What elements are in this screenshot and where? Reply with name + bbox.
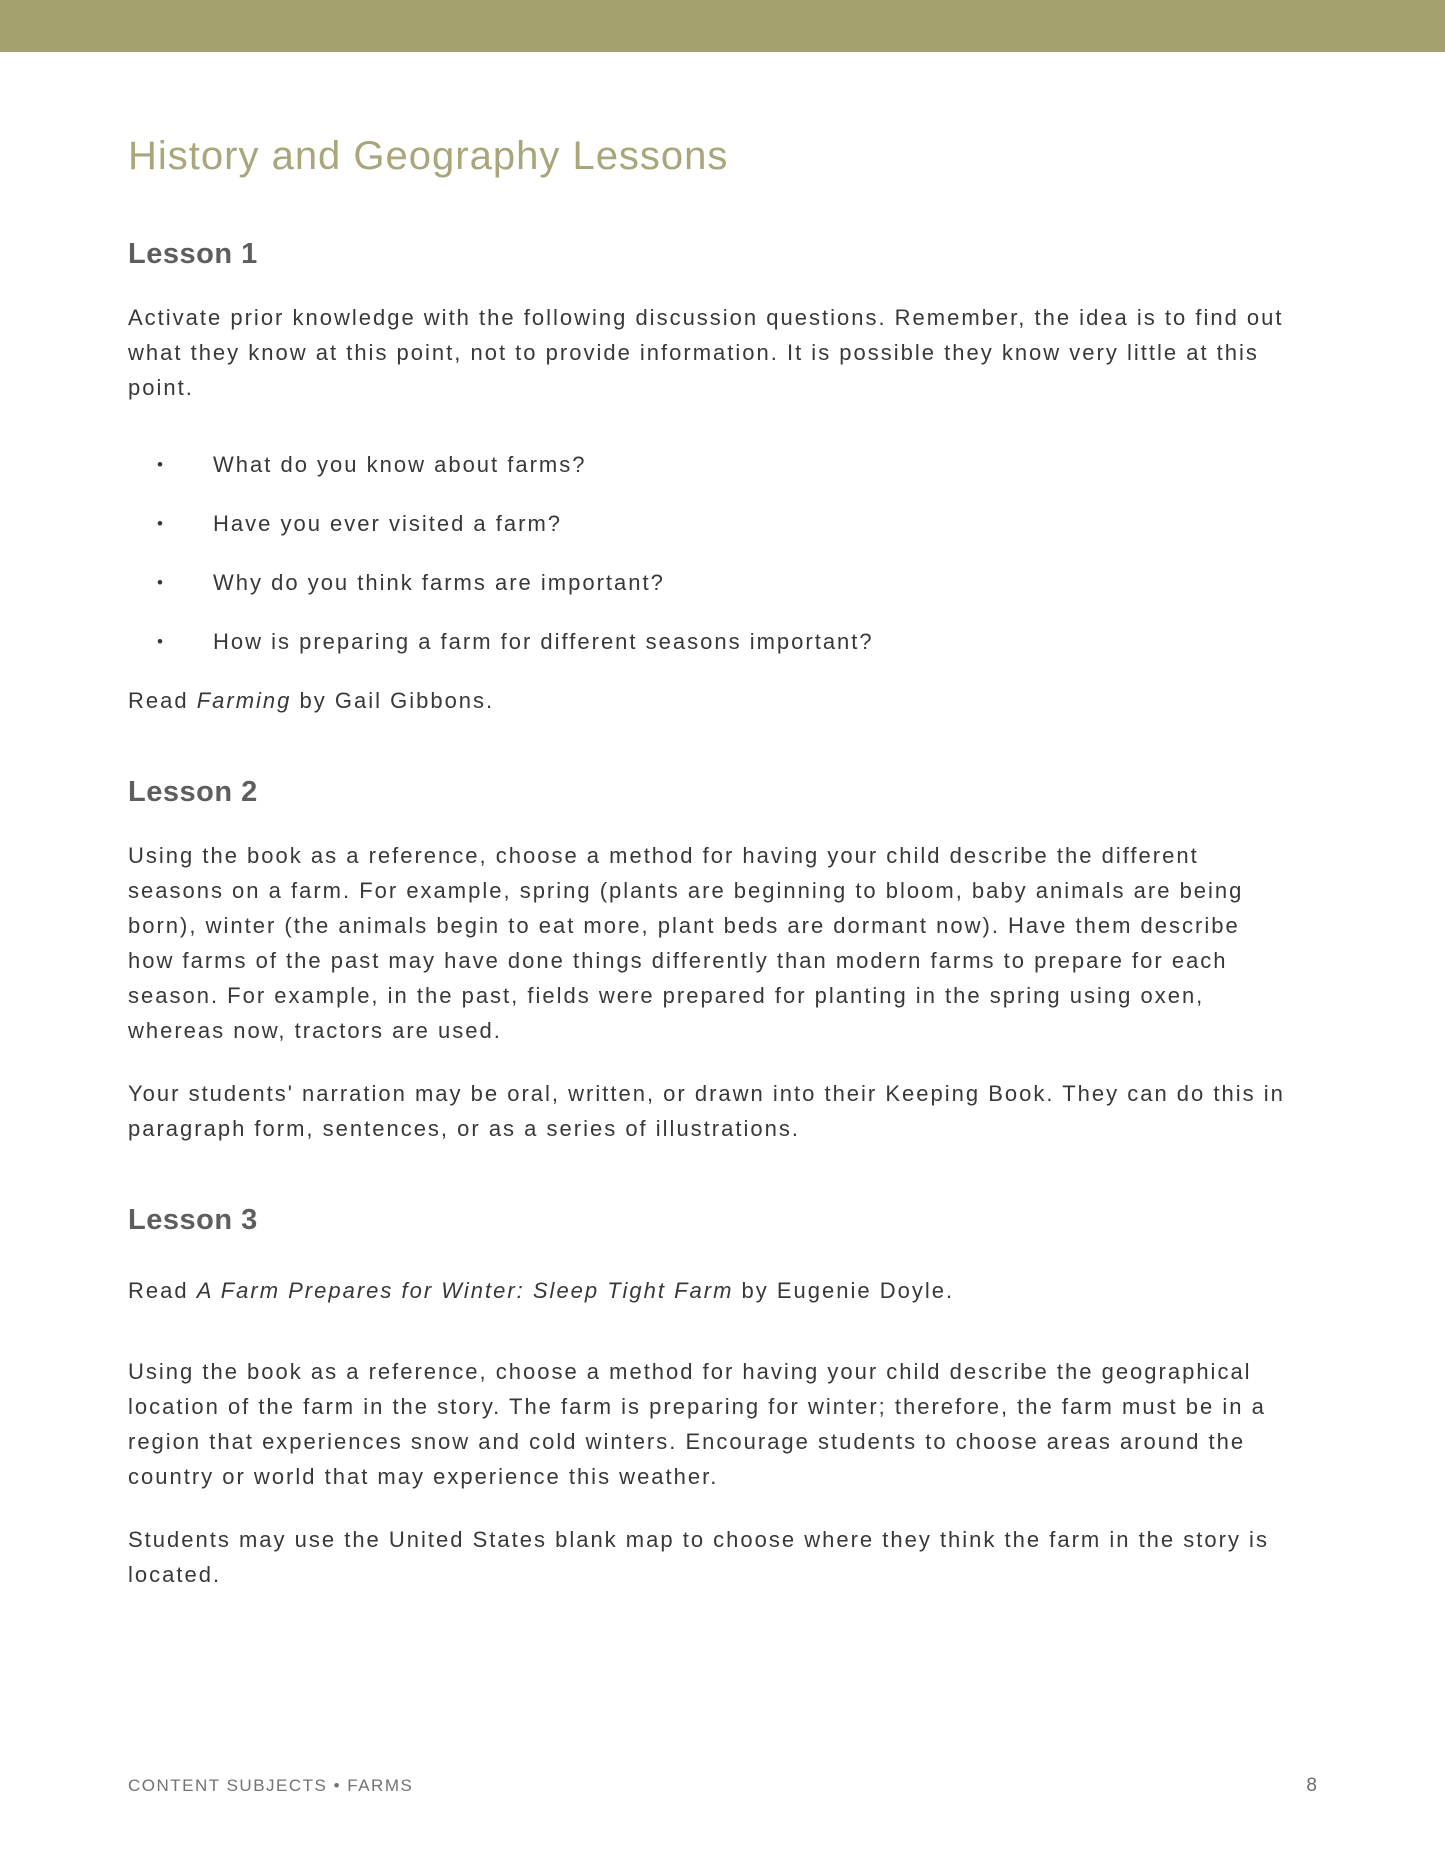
lesson-1-intro-paragraph: Activate prior knowledge with the following discussion questions. Remember, the idea is to find out what they know at this point, not to provide information. It is possible they know very little at this point. — [128, 305, 1284, 400]
lesson-1-read-line — [128, 683, 1293, 718]
bullet-icon: • — [157, 632, 165, 651]
lesson-1-section — [128, 237, 1317, 718]
lesson-3-heading: Lesson 3 — [128, 1204, 258, 1236]
read-prefix: Read — [128, 688, 197, 713]
read-suffix: by Gail Gibbons. — [291, 688, 495, 713]
lesson-1-heading: Lesson 1 — [128, 238, 258, 270]
lesson-2-paragraph: Your students' narration may be oral, written, or drawn into their Keeping Book. They can do this in paragraph form, sentences, or as a series of illustrations. — [128, 1081, 1285, 1141]
bullet-text: How is preparing a farm for different seasons important? — [213, 629, 874, 654]
lesson-2-paragraph: Using the book as a reference, choose a method for having your child describe the different seasons on a farm. For example, spring (plants are beginning to bloom, baby animals are being born), winter (the animals begin to eat more, plant beds are dormant now). Have them describe how farms of the past may have done things differently than modern farms to prepare for each season. For example, in the past, fields were prepared for planting in the spring using oxen, whereas now, tractors are used. — [128, 843, 1244, 1043]
lesson-3-paragraph: Using the book as a reference, choose a method for having your child describe the geographical location of the farm in the story. The farm is preparing for winter; therefore, the farm must be in a region that experiences snow and cold winters. Encourage students to choose areas around the country or world that may experience this weather. — [128, 1359, 1266, 1489]
bullet-text: What do you know about farms? — [213, 452, 587, 477]
header-accent-bar — [0, 0, 1445, 52]
lesson-2-heading: Lesson 2 — [128, 776, 258, 808]
lesson-3-read-line — [128, 1273, 1293, 1308]
list-item — [128, 506, 1317, 541]
bullet-text: Why do you think farms are important? — [213, 570, 665, 595]
bullet-icon: • — [157, 514, 165, 533]
book-title: Farming — [196, 688, 292, 713]
list-item — [128, 565, 1317, 600]
lesson-3-paragraph: Students may use the United States blank map to choose where they think the farm in the story is located. — [128, 1527, 1269, 1587]
footer-breadcrumb: CONTENT SUBJECTS • FARMS — [128, 1776, 414, 1795]
discussion-questions-list — [128, 447, 1317, 659]
list-item — [128, 447, 1317, 482]
book-title: A Farm Prepares for Winter: Sleep Tight Farm — [196, 1278, 734, 1303]
bullet-icon: • — [157, 573, 165, 592]
list-item — [128, 624, 1317, 659]
page-content — [0, 132, 1445, 1592]
read-suffix: by Eugenie Doyle. — [733, 1278, 955, 1303]
bullet-icon: • — [157, 455, 165, 474]
page-title: History and Geography Lessons — [128, 134, 729, 178]
page-number: 8 — [1306, 1775, 1317, 1796]
bullet-text: Have you ever visited a farm? — [213, 511, 563, 536]
lesson-3-section — [128, 1203, 1317, 1592]
lesson-2-section — [128, 775, 1317, 1146]
read-prefix: Read — [128, 1278, 197, 1303]
page-footer — [128, 1775, 1317, 1797]
